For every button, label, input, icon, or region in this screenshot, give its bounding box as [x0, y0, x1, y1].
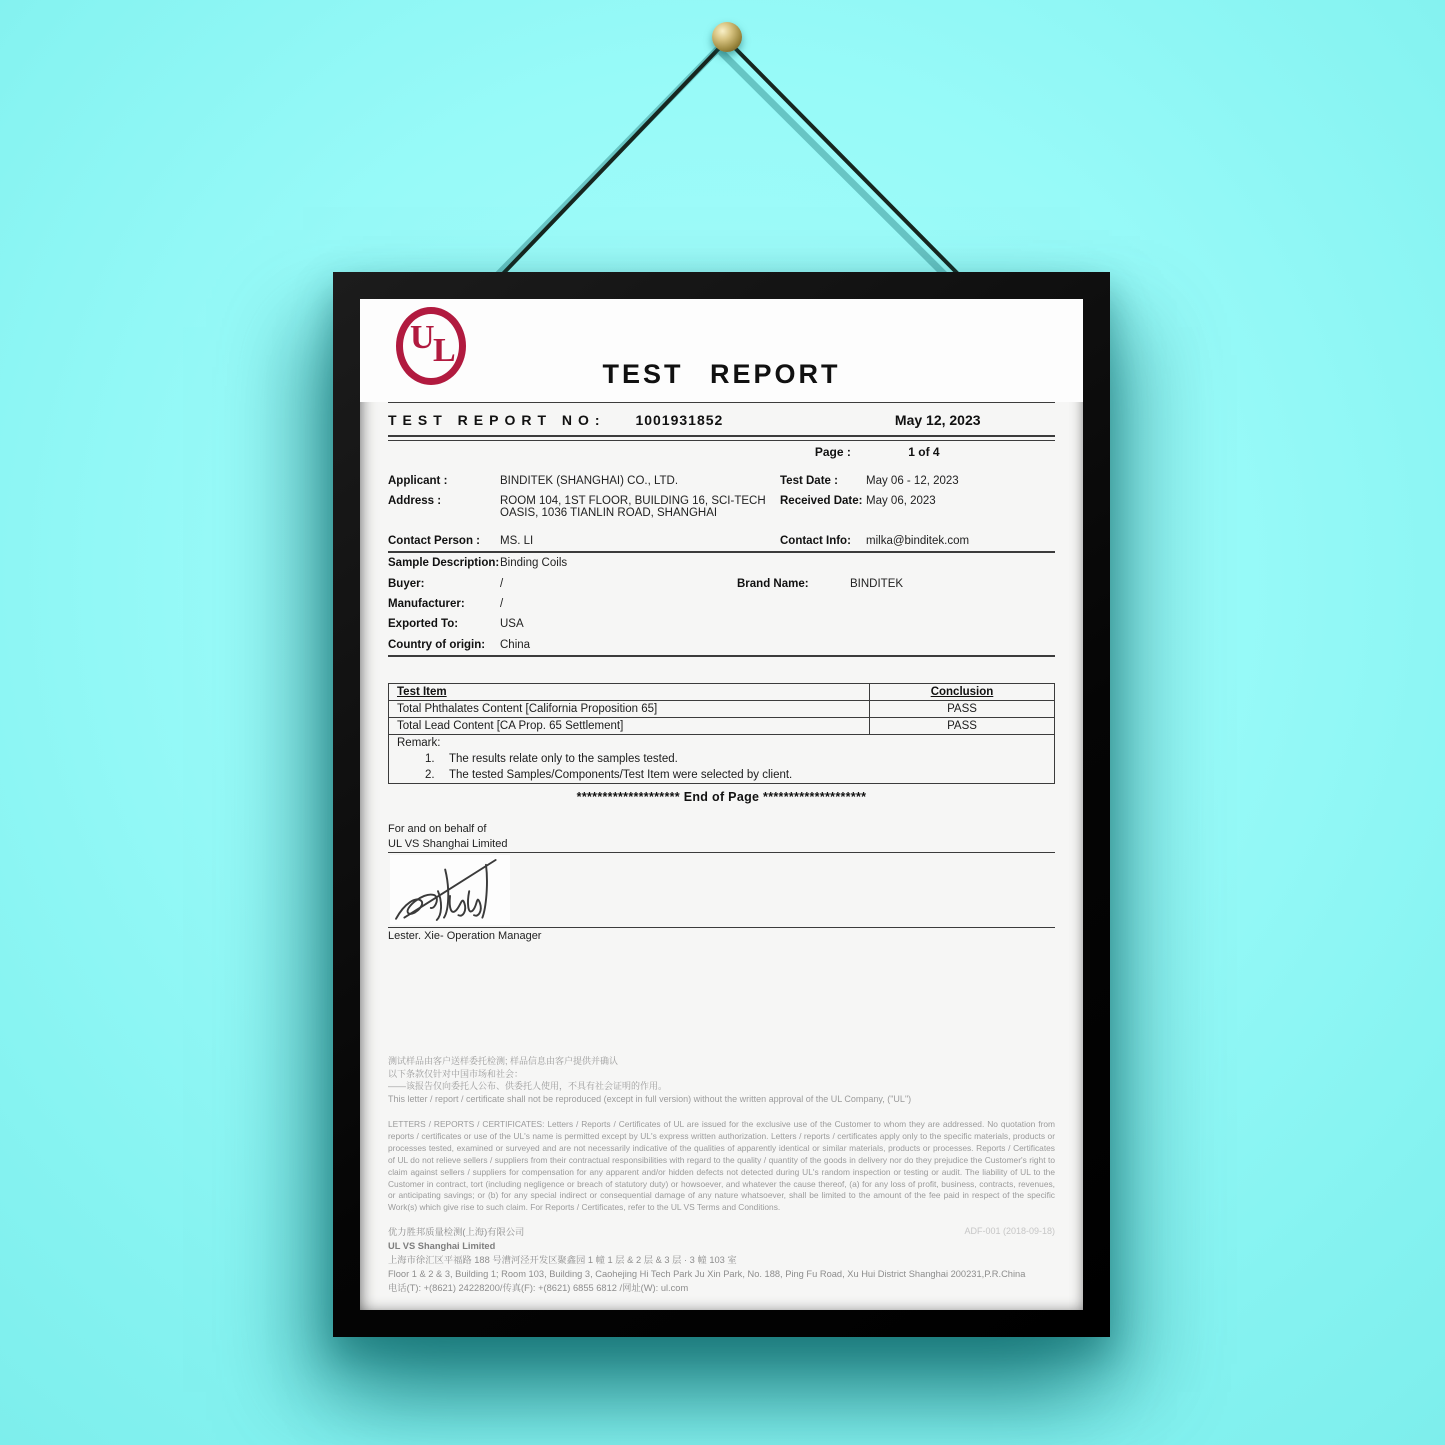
- report-number-value: 1001931852: [635, 412, 724, 428]
- received-date-value: May 06, 2023: [866, 495, 936, 507]
- footer-address-en: Floor 1 & 2 & 3, Building 1; Room 103, Building 3, Caohejing Hi Tech Park Ju Xin Park, No. 188, Ping Fu Road, Xu Hui District Shanghai 200231,P.R.China: [388, 1269, 1026, 1280]
- divider-double: [388, 435, 1055, 441]
- contact-row: [388, 531, 1055, 551]
- page-row: [388, 445, 1055, 471]
- applicant-row: [388, 471, 1055, 491]
- hanging-wire-left: [497, 40, 727, 280]
- divider: [388, 852, 1055, 853]
- manufacturer-row: [388, 594, 1055, 614]
- report-footer: [388, 1226, 1055, 1296]
- disclaimer-line: 测试样品由客户送样委托检测; 样品信息由客户提供并确认: [388, 1055, 619, 1066]
- disclaimer-line: This letter / report / certificate shall not be reproduced (except in full version) without the written approval of the UL Company, ("UL"): [388, 1094, 912, 1105]
- manufacturer-value: /: [500, 597, 504, 610]
- ul-logo-letter-u: U: [410, 319, 435, 356]
- exported-to-value: USA: [500, 618, 524, 631]
- test-item-cell: Total Lead Content [CA Prop. 65 Settlement]: [389, 717, 870, 734]
- test-report-page: [360, 299, 1083, 1310]
- applicant-label: Applicant :: [388, 475, 448, 487]
- brand-name-label: Brand Name:: [737, 577, 809, 590]
- remark-item: [425, 769, 1046, 781]
- ul-logo-letter-l: L: [433, 332, 456, 369]
- signer-name: Lester. Xie- Operation Manager: [388, 929, 542, 942]
- test-date-value: May 06 - 12, 2023: [866, 475, 959, 487]
- behalf-line2: UL VS Shanghai Limited: [388, 837, 508, 850]
- sample-description-row: [388, 553, 1055, 573]
- country-of-origin-value: China: [500, 638, 531, 651]
- signature-image: [390, 855, 510, 925]
- buyer-row: [388, 573, 1055, 593]
- exported-to-row: [388, 614, 1055, 634]
- disclaimer-line: ——该报告仅向委托人公布、供委托人使用，不具有社会证明的作用。: [388, 1081, 668, 1092]
- report-header: [360, 299, 1083, 402]
- contact-person-label: Contact Person :: [388, 535, 481, 547]
- conclusion-cell: PASS: [870, 700, 1055, 717]
- results-table: [388, 683, 1055, 784]
- page-title: TEST REPORT: [602, 359, 841, 389]
- report-number-label: TEST REPORT NO:: [388, 412, 606, 428]
- test-item-cell: Total Phthalates Content [California Proposition 65]: [389, 700, 870, 717]
- buyer-value: /: [500, 577, 504, 590]
- behalf-line1: For and on behalf of: [388, 822, 487, 835]
- received-date-label: Received Date:: [780, 495, 863, 507]
- table-row: [389, 717, 1055, 734]
- hanging-wire-right: [727, 40, 962, 278]
- picture-frame: [333, 272, 1110, 1337]
- conclusion-header: Conclusion: [870, 683, 1055, 700]
- footer-address-cn: 上海市徐汇区平福路 188 号漕河泾开发区聚鑫园 1 幢 1 层 & 2 层 & 3 层 · 3 幢 103 室: [388, 1255, 737, 1266]
- country-of-origin-label: Country of origin:: [388, 638, 486, 651]
- legal-disclaimer: LETTERS / REPORTS / CERTIFICATES: Letters / Reports / Certificates of UL are issued for the exclusive use of the Customer to whom they are addressed. No quotation from reports / certificates or use of the UL's name is permitted except by UL's express written authorization. Letters / reports / certificates apply only to the specific materials, products or processes tested, examined or surveyed and are not necessarily indicative of the qualities of apparently identical or similar materials, products or processes. Reports / Certificates of UL do not relieve sellers / suppliers from their contractual responsibilities with regard to the quality / quantity of the goods in delivery nor do they prejudice the Customer's right to claim against sellers / suppliers for compensation for any apparent and/or hidden defects not detected during UL's random inspection or testing or audit. The liability of UL to the Customer in contract, tort (including negligence or breach of statutory duty) or howsoever, and whatever the cause thereof, (a) for any loss of profit, business, contracts, revenues, or anticipating savings; or (b) for any special indirect or consequential damage of any nature whatsoever, shall be limited to the amount of the fee paid in respect of the specific Work(s) which give rise to such claim. For Reports / Certificates, refer to the UL VS Terms and Conditions.: [388, 1118, 1055, 1213]
- chinese-disclaimer: [388, 1055, 1055, 1106]
- address-label: Address :: [388, 495, 442, 507]
- footer-company-en: UL VS Shanghai Limited: [388, 1241, 496, 1252]
- address-row: [388, 491, 1055, 523]
- disclaimer-line: 以下条款仅针对中国市场和社会：: [388, 1068, 524, 1079]
- manufacturer-label: Manufacturer:: [388, 597, 465, 610]
- page-label: Page :: [814, 445, 851, 459]
- sample-description-label: Sample Description:: [388, 557, 500, 570]
- brand-name-value: BINDITEK: [850, 577, 904, 590]
- table-row: [389, 700, 1055, 717]
- remark-text: The results relate only to the samples tested.: [449, 752, 678, 765]
- sample-description-value: Binding Coils: [500, 557, 568, 570]
- test-item-header: Test Item: [389, 683, 870, 700]
- end-of-page-marker: ******************** End of Page ********************: [576, 789, 867, 804]
- contact-person-value: MS. LI: [500, 535, 534, 547]
- remark-row: [389, 734, 1055, 783]
- wall-pin: [712, 22, 742, 52]
- form-code: ADF-001 (2018-09-18): [964, 1226, 1055, 1237]
- report-date: May 12, 2023: [894, 412, 981, 428]
- exported-to-label: Exported To:: [388, 618, 459, 631]
- table-header-row: [389, 683, 1055, 700]
- contact-info-label: Contact Info:: [780, 535, 851, 547]
- page-value: 1 of 4: [908, 445, 940, 459]
- country-row: [388, 635, 1055, 655]
- remark-label: Remark:: [397, 736, 441, 749]
- remark-number: 1.: [425, 752, 435, 765]
- report-number-row: [388, 403, 1055, 435]
- remark-cell: [389, 734, 1055, 783]
- signature-block-intro: [388, 822, 1055, 852]
- contact-info-value: milka@binditek.com: [866, 535, 970, 547]
- applicant-value: BINDITEK (SHANGHAI) CO., LTD.: [500, 475, 679, 487]
- remark-text: The tested Samples/Components/Test Item were selected by client.: [449, 768, 793, 781]
- address-value: ROOM 104, 1ST FLOOR, BUILDING 16, SCI-TECH OASIS, 1036 TIANLIN ROAD, SHANGHAI: [500, 495, 766, 519]
- buyer-label: Buyer:: [388, 577, 425, 590]
- conclusion-cell: PASS: [870, 717, 1055, 734]
- remark-item: [425, 753, 1046, 765]
- test-date-label: Test Date :: [780, 475, 838, 487]
- footer-company-cn: 优力胜邦质量检测(上海)有限公司: [388, 1227, 525, 1238]
- remark-number: 2.: [425, 768, 435, 781]
- footer-phone: 电话(T): +(8621) 24228200/传真(F): +(8621) 6855 6812 /网址(W): ul.com: [388, 1283, 689, 1294]
